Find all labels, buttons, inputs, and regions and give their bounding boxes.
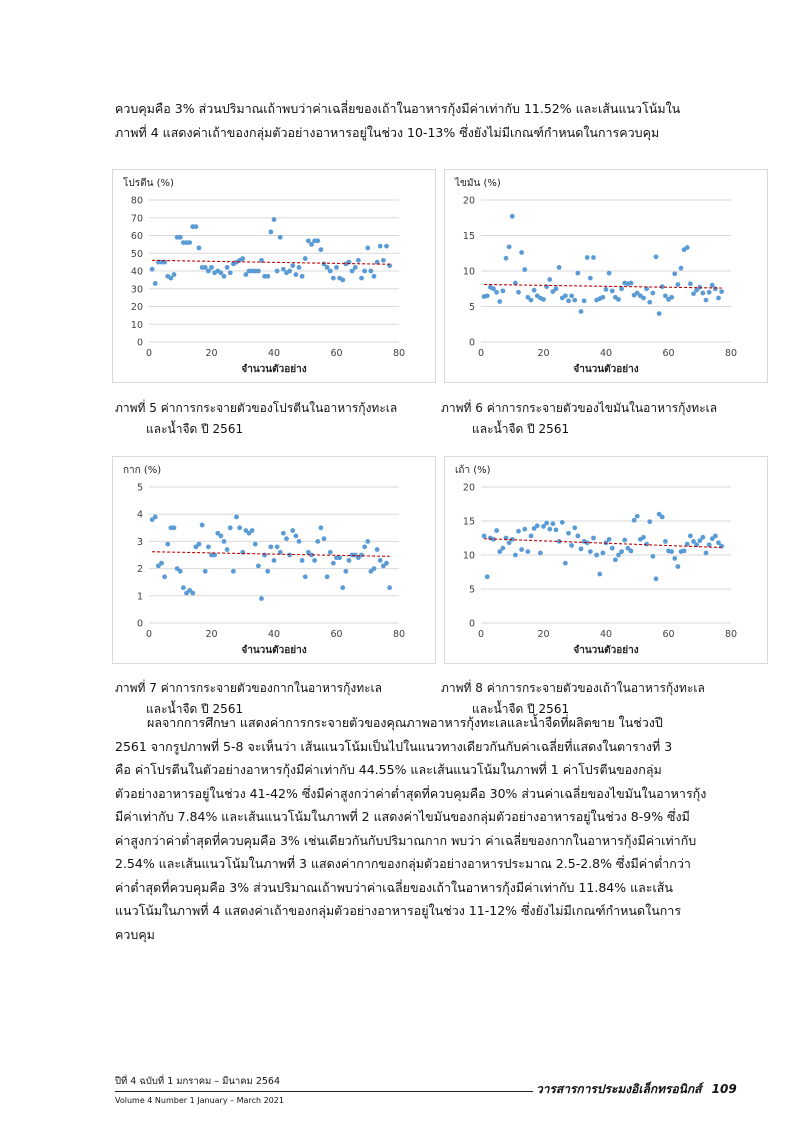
data-point	[688, 281, 693, 286]
data-point	[337, 555, 342, 560]
data-point	[312, 558, 317, 563]
y-axis-label: กาก (%)	[123, 465, 162, 476]
text-line: ผลจากการศึกษา แสดงค่าการกระจายตัวของคุณภาพอาหารกุ้งทะเลและน้ำจืดที่ผลิตขาย ในช่วงปี	[147, 715, 663, 730]
footer-issue: ปีที่ 4 ฉบับที่ 1 มกราคม – มีนาคม 2564	[115, 1076, 281, 1087]
data-point	[716, 296, 721, 301]
data-point	[500, 288, 505, 293]
data-point	[669, 295, 674, 300]
x-axis-label: จำนวนตัวอย่าง	[241, 364, 307, 375]
x-axis-label: จำนวนตัวอย่าง	[241, 645, 307, 656]
x-tick-label: 80	[392, 629, 406, 640]
data-point	[529, 534, 534, 539]
data-point	[629, 281, 634, 286]
data-point	[572, 298, 577, 303]
data-point	[315, 238, 320, 243]
x-tick-label: 40	[599, 348, 613, 359]
data-point	[231, 569, 236, 574]
data-point	[647, 519, 652, 524]
data-point	[566, 298, 571, 303]
data-point	[572, 525, 577, 530]
data-point	[538, 551, 543, 556]
data-point	[281, 531, 286, 536]
y-tick-label: 30	[130, 284, 143, 296]
data-point	[544, 521, 549, 526]
y-tick-label: 0	[468, 337, 475, 349]
data-point	[507, 244, 512, 249]
x-tick-label: 60	[662, 348, 675, 359]
data-point	[322, 536, 327, 541]
caption-line: และน้ำจืด ปี 2561	[472, 422, 570, 436]
data-point	[547, 277, 552, 282]
x-tick-label: 80	[724, 629, 738, 640]
data-point	[591, 255, 596, 260]
top-paragraph	[115, 97, 720, 144]
data-point	[663, 539, 668, 544]
y-tick-label: 70	[130, 213, 143, 225]
data-point	[356, 258, 361, 263]
data-point	[359, 553, 364, 558]
data-point	[582, 298, 587, 303]
data-point	[579, 309, 584, 314]
data-point	[554, 286, 559, 291]
x-tick-label: 40	[599, 629, 613, 640]
data-point	[610, 546, 615, 551]
y-tick-label: 60	[130, 231, 143, 242]
data-point	[275, 544, 280, 549]
data-point	[679, 266, 684, 271]
y-tick-label: 10	[130, 319, 143, 331]
y-tick-label: 0	[136, 337, 143, 349]
data-point	[334, 265, 339, 270]
data-point	[228, 270, 233, 275]
data-point	[378, 558, 383, 563]
data-point	[372, 566, 377, 571]
data-point	[563, 293, 568, 298]
data-point	[234, 515, 239, 520]
data-point	[513, 553, 518, 558]
data-point	[303, 574, 308, 579]
data-point	[700, 535, 705, 540]
x-tick-label: 40	[267, 348, 281, 359]
data-point	[178, 235, 183, 240]
data-point	[497, 299, 502, 304]
data-point	[579, 546, 584, 551]
x-tick-label: 0	[145, 348, 153, 359]
text-line: แนวโน้มในภาพที่ 4 แสดงค่าเถ้าของกลุ่มตัวอย่างอาหารอยู่ในช่วง 11-12% ซึ่งยังไม่มีเกณฑ์กำหนดในการ	[115, 903, 682, 918]
data-point	[575, 271, 580, 276]
data-point	[325, 574, 330, 579]
y-tick-label: 5	[136, 482, 143, 494]
data-point	[654, 254, 659, 259]
data-point	[700, 291, 705, 296]
data-point	[384, 561, 389, 566]
data-point	[647, 300, 652, 305]
data-point	[566, 531, 571, 536]
caption-line: ภาพที่ 6 ค่าการกระจายตัวของไขมันในอาหารกุ้งทะเล	[441, 401, 718, 415]
data-point	[365, 539, 370, 544]
caption-line: และน้ำจืด ปี 2561	[146, 422, 244, 436]
data-point	[641, 535, 646, 540]
data-point	[604, 287, 609, 292]
text-line: ภาพที่ 4 แสดงค่าเถ้าของกลุ่มตัวอย่างอาหารอยู่ในช่วง 10-13% ซึ่งยังไม่มีเกณฑ์กำหนดในการควบคุม	[115, 124, 660, 140]
data-point	[353, 265, 358, 270]
y-tick-label: 4	[136, 509, 143, 521]
trend-line	[152, 260, 390, 264]
y-tick-label: 20	[130, 302, 143, 313]
x-tick-label: 60	[330, 348, 343, 359]
data-point	[607, 537, 612, 542]
page-number: 109	[711, 1082, 737, 1096]
data-point	[616, 297, 621, 302]
data-point	[675, 564, 680, 569]
data-point	[368, 269, 373, 274]
data-point	[256, 563, 261, 568]
footer-rule	[115, 1091, 533, 1092]
data-point	[654, 576, 659, 581]
data-point	[159, 561, 164, 566]
data-point	[519, 547, 524, 552]
data-point	[181, 585, 186, 590]
data-point	[284, 536, 289, 541]
data-point	[318, 525, 323, 530]
footer-journal	[536, 1080, 737, 1099]
data-point	[200, 523, 205, 528]
data-point	[172, 272, 177, 277]
y-tick-label: 2	[136, 564, 143, 576]
data-point	[494, 528, 499, 533]
data-point	[641, 296, 646, 301]
data-point	[162, 574, 167, 579]
data-point	[293, 272, 298, 277]
data-point	[222, 274, 227, 279]
data-point	[331, 561, 336, 566]
data-point	[153, 281, 158, 286]
y-tick-label: 20	[462, 482, 475, 494]
y-tick-label: 0	[468, 618, 475, 630]
data-point	[607, 271, 612, 276]
x-tick-label: 0	[477, 348, 485, 359]
data-point	[594, 553, 599, 558]
y-axis-label: ไขมัน (%)	[455, 178, 501, 189]
data-point	[600, 295, 605, 300]
text-line: ค่าต่ำสุดที่ควบคุมคือ 3% ส่วนปริมาณเถ้าพบว่าค่าเฉลี่ยของเถ้าในอาหารกุ้งมีค่าเท่ากับ 11.84% และเส้น	[115, 879, 673, 895]
data-point	[563, 561, 568, 566]
data-point	[519, 250, 524, 255]
trend-line	[484, 284, 722, 288]
data-point	[588, 549, 593, 554]
data-point	[297, 539, 302, 544]
data-point	[265, 274, 270, 279]
data-point	[256, 269, 261, 274]
y-tick-label: 80	[130, 195, 143, 207]
data-point	[588, 276, 593, 281]
data-point	[482, 534, 487, 539]
x-axis-label: จำนวนตัวอย่าง	[573, 645, 639, 656]
data-point	[550, 521, 555, 526]
journal-name: วารสารการประมงอิเล็กทรอนิกส์	[536, 1082, 702, 1096]
data-point	[290, 528, 295, 533]
data-point	[485, 293, 490, 298]
data-point	[328, 269, 333, 274]
data-point	[268, 230, 273, 235]
data-point	[619, 549, 624, 554]
data-point	[209, 265, 214, 270]
data-point	[300, 558, 305, 563]
y-tick-label: 15	[462, 231, 475, 242]
data-point	[554, 527, 559, 532]
text-line: ควบคุมคือ 3% ส่วนปริมาณเถ้าพบว่าค่าเฉลี่ยของเถ้าในอาหารกุ้งมีค่าเท่ากับ 11.52% และเส้นแนวโน้มใน	[115, 101, 681, 116]
data-point	[290, 263, 295, 268]
data-point	[187, 240, 192, 245]
figure-caption-5	[115, 398, 397, 440]
data-point	[265, 569, 270, 574]
data-point	[340, 277, 345, 282]
body-paragraph	[115, 711, 720, 946]
text-line: ตัวอย่างอาหารอยู่ในช่วง 41-42% ซึ่งมีค่าสูงกว่าค่าต่ำสุดที่ควบคุมคือ 30% ส่วนค่าเฉลี่ยของไขมันในอาหารกุ้ง	[115, 785, 707, 801]
data-point	[516, 529, 521, 534]
data-point	[682, 549, 687, 554]
y-tick-label: 10	[462, 550, 475, 562]
x-tick-label: 80	[392, 348, 406, 359]
data-point	[150, 267, 155, 272]
data-point	[328, 550, 333, 555]
data-point	[203, 569, 208, 574]
x-tick-label: 80	[724, 348, 738, 359]
data-point	[610, 288, 615, 293]
data-point	[560, 520, 565, 525]
y-tick-label: 15	[462, 516, 475, 528]
data-point	[190, 591, 195, 596]
data-point	[672, 271, 677, 276]
y-tick-label: 20	[462, 195, 475, 207]
data-point	[629, 549, 634, 554]
data-point	[707, 542, 712, 547]
data-point	[672, 556, 677, 561]
data-point	[293, 534, 298, 539]
data-point	[713, 534, 718, 539]
data-point	[510, 214, 515, 219]
y-tick-label: 40	[130, 266, 143, 278]
data-point	[297, 265, 302, 270]
data-point	[197, 246, 202, 251]
data-point	[259, 596, 264, 601]
x-tick-label: 20	[537, 348, 550, 359]
text-line: มีค่าเท่ากับ 7.84% และเส้นแนวโน้มในภาพที่ 2 แสดงค่าไขมันของกลุ่มตัวอย่างอาหารอยู่ในช่วง 8-9% ซึ่งมี	[115, 809, 690, 824]
y-axis-label: โปรตีน (%)	[123, 178, 174, 189]
data-point	[378, 244, 383, 249]
data-point	[585, 255, 590, 260]
data-point	[218, 534, 223, 539]
data-point	[250, 528, 255, 533]
data-point	[650, 554, 655, 559]
data-point	[635, 514, 640, 519]
data-point	[172, 525, 177, 530]
data-point	[532, 288, 537, 293]
data-point	[660, 515, 665, 520]
data-point	[365, 246, 370, 251]
data-point	[315, 539, 320, 544]
data-point	[340, 585, 345, 590]
chart-fiber	[112, 456, 436, 664]
data-point	[387, 585, 392, 590]
data-point	[300, 274, 305, 279]
y-tick-label: 0	[136, 618, 143, 630]
data-point	[262, 553, 267, 558]
data-point	[485, 574, 490, 579]
data-point	[272, 217, 277, 222]
x-tick-label: 20	[537, 629, 550, 640]
text-line: 2.54% และเส้นแนวโน้มในภาพที่ 3 แสดงค่ากากของกลุ่มตัวอย่างอาหารประมาณ 2.5-2.8% ซึ่งมีค่าต่ำกว่า	[115, 856, 691, 871]
data-point	[303, 256, 308, 261]
data-point	[222, 539, 227, 544]
x-tick-label: 0	[145, 629, 153, 640]
data-point	[165, 542, 170, 547]
data-point	[237, 525, 242, 530]
data-point	[253, 542, 258, 547]
text-line: ควบคุม	[115, 926, 155, 942]
data-point	[225, 265, 230, 270]
data-point	[343, 569, 348, 574]
data-point	[372, 274, 377, 279]
data-point	[494, 290, 499, 295]
data-point	[704, 551, 709, 556]
data-point	[347, 558, 352, 563]
y-tick-label: 50	[130, 248, 143, 260]
data-point	[669, 549, 674, 554]
text-line: ค่าสูงกว่าค่าต่ำสุดที่ควบคุมคือ 3% เช่นเดียวกันกับปริมาณกาก พบว่า ค่าเฉลี่ยของกากในอาหารกุ้งมีค่าเท่ากับ	[115, 832, 697, 848]
figure-caption-6	[441, 398, 717, 440]
y-axis-label: เถ้า (%)	[455, 465, 491, 476]
data-point	[500, 546, 505, 551]
data-point	[591, 536, 596, 541]
data-point	[529, 298, 534, 303]
data-point	[522, 267, 527, 272]
data-point	[557, 265, 562, 270]
data-point	[268, 544, 273, 549]
caption-line: ภาพที่ 8 ค่าการกระจายตัวของเถ้าในอาหารกุ้งทะเล	[441, 681, 705, 695]
data-point	[287, 269, 292, 274]
caption-line: และน้ำจืด ปี 2561	[472, 702, 570, 716]
x-tick-label: 40	[267, 629, 281, 640]
caption-line: ภาพที่ 5 ค่าการกระจายตัวของโปรตีนในอาหารกุ้งทะเล	[115, 401, 398, 415]
data-point	[657, 311, 662, 316]
data-point	[381, 258, 386, 263]
data-point	[525, 549, 530, 554]
footer-volume: Volume 4 Number 1 January – March 2021	[115, 1096, 284, 1105]
data-point	[206, 544, 211, 549]
data-point	[685, 245, 690, 250]
y-tick-label: 10	[462, 266, 475, 278]
data-point	[275, 269, 280, 274]
data-point	[632, 518, 637, 523]
y-tick-label: 5	[468, 584, 475, 596]
data-point	[547, 527, 552, 532]
x-tick-label: 20	[205, 629, 218, 640]
x-tick-label: 60	[662, 629, 675, 640]
caption-line: ภาพที่ 7 ค่าการกระจายตัวของกากในอาหารกุ้งทะเล	[115, 681, 383, 695]
data-point	[707, 290, 712, 295]
data-point	[375, 547, 380, 552]
data-point	[225, 547, 230, 552]
data-point	[569, 293, 574, 298]
data-point	[650, 291, 655, 296]
data-point	[688, 534, 693, 539]
data-point	[600, 551, 605, 556]
chart-fat	[444, 169, 768, 383]
y-tick-label: 3	[136, 536, 143, 548]
x-tick-label: 20	[205, 348, 218, 359]
data-point	[287, 553, 292, 558]
chart-ash	[444, 456, 768, 664]
data-point	[272, 558, 277, 563]
data-point	[719, 289, 724, 294]
data-point	[193, 224, 198, 229]
data-point	[178, 569, 183, 574]
data-point	[713, 286, 718, 291]
data-point	[535, 523, 540, 528]
x-axis-label: จำนวนตัวอย่าง	[573, 364, 639, 375]
data-point	[318, 247, 323, 252]
data-point	[359, 276, 364, 281]
data-point	[675, 282, 680, 287]
data-point	[504, 256, 509, 261]
data-point	[331, 276, 336, 281]
data-point	[569, 543, 574, 548]
data-point	[575, 534, 580, 539]
y-tick-label: 1	[136, 591, 143, 603]
data-point	[362, 544, 367, 549]
caption-line: และน้ำจืด ปี 2561	[146, 702, 244, 716]
data-point	[622, 538, 627, 543]
text-line: คือ ค่าโปรตีนในตัวอย่างอาหารกุ้งมีค่าเท่ากับ 44.55% และเส้นแนวโน้มในภาพที่ 1 ค่าโปรตีนของกลุ่ม	[115, 762, 662, 777]
data-point	[228, 525, 233, 530]
data-point	[613, 557, 618, 562]
x-tick-label: 0	[477, 629, 485, 640]
data-point	[704, 298, 709, 303]
y-tick-label: 5	[468, 302, 475, 313]
data-point	[522, 527, 527, 532]
data-point	[516, 290, 521, 295]
data-point	[384, 244, 389, 249]
data-point	[597, 572, 602, 577]
chart-protein	[112, 169, 436, 383]
text-line: 2561 จากรูปภาพที่ 5-8 จะเห็นว่า เส้นแนวโน้มเป็นไปในแนวทางเดียวกันกับค่าเฉลี่ยที่แสดงในตารางที่ 3	[115, 738, 673, 754]
data-point	[240, 256, 245, 261]
data-point	[153, 515, 158, 520]
data-point	[278, 235, 283, 240]
data-point	[362, 269, 367, 274]
data-point	[541, 297, 546, 302]
x-tick-label: 60	[330, 629, 343, 640]
data-point	[197, 542, 202, 547]
